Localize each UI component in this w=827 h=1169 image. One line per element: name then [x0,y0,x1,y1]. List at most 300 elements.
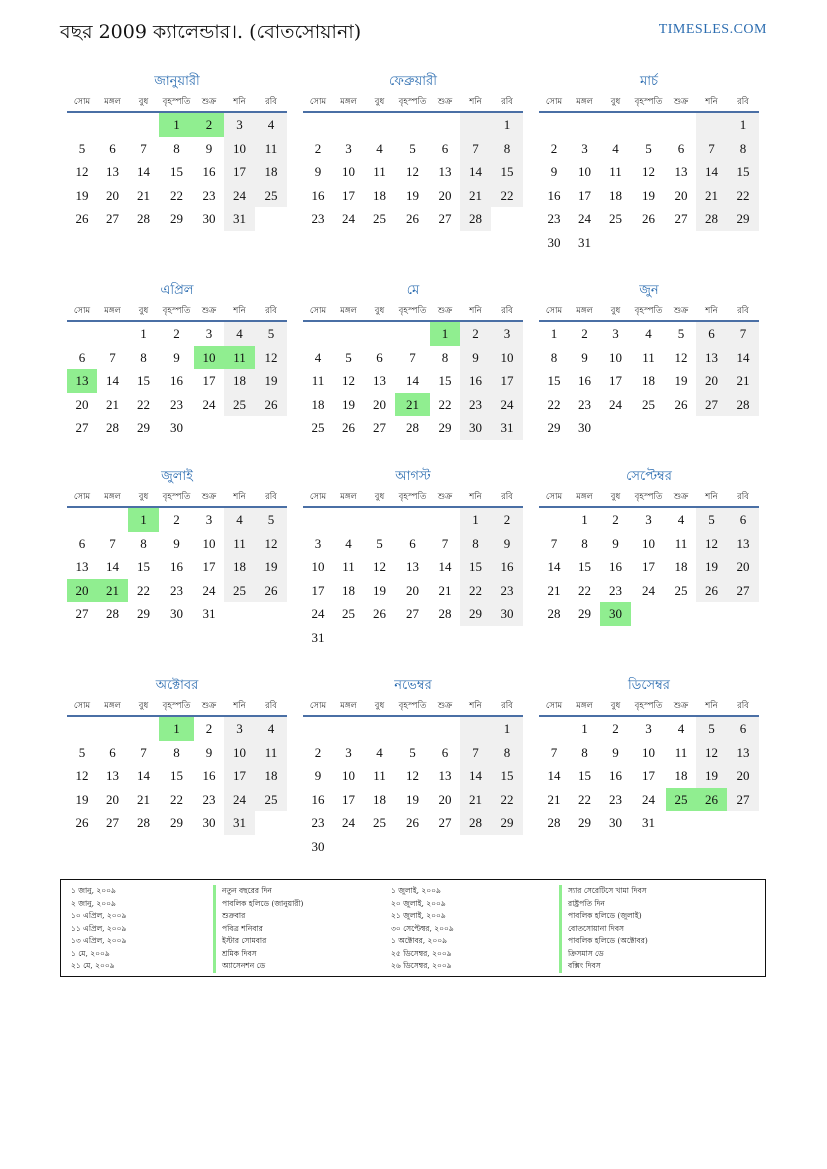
day-cell[interactable]: 18 [224,369,255,393]
day-cell[interactable]: 18 [674,559,688,574]
day-cell[interactable]: 25 [224,393,255,417]
day-cell[interactable]: 9 [460,346,491,370]
day-cell[interactable]: 26 [342,420,355,435]
day-cell[interactable]: 28 [137,211,150,226]
day-cell[interactable]: 10 [342,768,355,783]
day-cell[interactable]: 14 [547,559,561,574]
day-cell[interactable]: 16 [491,555,523,579]
day-cell[interactable]: 5 [255,322,287,346]
day-cell[interactable]: 31 [642,815,655,830]
day-cell[interactable]: 20 [75,396,89,412]
day-cell[interactable]: 24 [342,815,355,830]
day-cell[interactable]: 22 [578,582,591,598]
day-cell[interactable]: 1 [140,326,147,341]
day-cell[interactable]: 2 [173,512,180,527]
day-cell[interactable]: 23 [578,396,591,412]
day-cell[interactable]: 29 [438,420,452,435]
day-cell[interactable]: 19 [75,187,89,203]
day-cell[interactable]: 12 [342,373,355,388]
day-cell[interactable]: 20 [696,369,727,393]
day-cell[interactable]: 9 [491,532,523,556]
day-cell[interactable]: 31 [578,234,591,250]
day-cell[interactable]: 5 [409,140,416,156]
day-cell[interactable]: 20 [727,555,759,579]
day-cell[interactable]: 6 [727,717,759,741]
day-cell[interactable]: 11 [255,741,287,765]
day-cell[interactable]: 7 [460,741,491,765]
day-cell[interactable]: 10 [642,535,655,551]
day-cell[interactable]: 27 [373,420,386,435]
day-cell[interactable]: 4 [612,140,619,156]
day-cell[interactable]: 15 [727,160,759,184]
day-cell[interactable]: 7 [696,137,727,161]
day-cell[interactable]: 10 [202,535,216,551]
day-cell[interactable]: 14 [727,346,759,370]
day-cell[interactable]: 29 [137,606,150,621]
day-cell[interactable]: 29 [460,602,491,626]
day-cell[interactable]: 14 [438,559,452,574]
day-cell[interactable]: 1 [491,717,523,741]
day-cell[interactable]: 6 [409,535,416,551]
day-cell[interactable]: 7 [109,535,116,551]
day-cell[interactable]: 17 [224,160,255,184]
day-cell[interactable]: 4 [376,140,383,156]
day-cell[interactable]: 11 [224,532,255,556]
day-cell[interactable]: 26 [406,815,419,830]
day-cell[interactable]: 6 [441,744,449,760]
day-cell[interactable]: 21 [137,791,150,807]
day-cell[interactable]: 8 [173,140,180,156]
day-cell[interactable]: 22 [547,396,561,412]
day-cell[interactable]: 21 [696,184,727,208]
day-cell[interactable]: 30 [170,606,183,621]
day-cell[interactable]: 23 [491,579,523,603]
holiday-day-cell[interactable]: 13 [67,369,97,393]
day-cell[interactable]: 11 [342,559,355,574]
day-cell[interactable]: 13 [696,346,727,370]
day-cell[interactable]: 8 [140,535,147,551]
day-cell[interactable]: 15 [491,160,523,184]
day-cell[interactable]: 6 [376,349,383,365]
day-cell[interactable]: 30 [202,211,216,226]
day-cell[interactable]: 22 [137,396,150,412]
day-cell[interactable]: 19 [255,555,287,579]
day-cell[interactable]: 19 [75,791,89,807]
holiday-day-cell[interactable]: 30 [600,602,631,626]
day-cell[interactable]: 17 [578,187,591,203]
day-cell[interactable]: 6 [441,140,449,156]
day-cell[interactable]: 24 [311,606,325,621]
holiday-day-cell[interactable]: 1 [430,322,460,346]
day-cell[interactable]: 25 [674,582,688,598]
holiday-day-cell[interactable]: 11 [224,346,255,370]
day-cell[interactable]: 30 [202,815,216,830]
day-cell[interactable]: 12 [373,559,386,574]
day-cell[interactable]: 26 [75,815,89,830]
day-cell[interactable]: 7 [550,744,558,760]
day-cell[interactable]: 14 [406,373,419,388]
day-cell[interactable]: 5 [376,535,383,551]
day-cell[interactable]: 10 [491,346,523,370]
day-cell[interactable]: 20 [373,396,386,412]
day-cell[interactable]: 25 [373,815,386,830]
day-cell[interactable]: 5 [78,140,86,156]
day-cell[interactable]: 30 [460,416,491,440]
day-cell[interactable]: 17 [311,582,325,598]
day-cell[interactable]: 28 [696,207,727,231]
day-cell[interactable]: 4 [224,322,255,346]
day-cell[interactable]: 12 [75,164,89,179]
day-cell[interactable]: 23 [609,791,622,807]
day-cell[interactable]: 3 [491,322,523,346]
day-cell[interactable]: 29 [137,420,150,435]
day-cell[interactable]: 26 [255,393,287,417]
day-cell[interactable]: 18 [342,582,355,598]
day-cell[interactable]: 31 [311,629,325,645]
day-cell[interactable]: 26 [674,396,688,412]
day-cell[interactable]: 10 [609,349,622,365]
day-cell[interactable]: 28 [460,207,491,231]
day-cell[interactable]: 19 [406,187,419,203]
day-cell[interactable]: 14 [137,164,150,179]
day-cell[interactable]: 1 [581,721,588,736]
day-cell[interactable]: 7 [409,349,416,365]
day-cell[interactable]: 15 [547,373,561,388]
day-cell[interactable]: 24 [342,211,355,226]
holiday-day-cell[interactable]: 25 [666,788,696,812]
day-cell[interactable]: 2 [612,512,619,527]
day-cell[interactable]: 18 [642,373,655,388]
day-cell[interactable]: 18 [311,396,325,412]
day-cell[interactable]: 17 [224,764,255,788]
day-cell[interactable]: 22 [438,396,452,412]
day-cell[interactable]: 2 [581,326,588,341]
day-cell[interactable]: 23 [609,582,622,598]
day-cell[interactable]: 7 [727,322,759,346]
day-cell[interactable]: 20 [438,791,452,807]
day-cell[interactable]: 13 [727,741,759,765]
day-cell[interactable]: 20 [106,791,119,807]
day-cell[interactable]: 16 [202,768,216,783]
day-cell[interactable]: 15 [170,768,183,783]
day-cell[interactable]: 1 [460,508,491,532]
holiday-day-cell[interactable]: 2 [194,113,224,137]
day-cell[interactable]: 24 [224,184,255,208]
day-cell[interactable]: 31 [491,416,523,440]
day-cell[interactable]: 4 [224,508,255,532]
day-cell[interactable]: 8 [727,137,759,161]
day-cell[interactable]: 28 [547,606,561,621]
day-cell[interactable]: 16 [170,373,183,388]
day-cell[interactable]: 9 [612,744,619,760]
day-cell[interactable]: 16 [547,187,561,203]
day-cell[interactable]: 13 [727,532,759,556]
day-cell[interactable]: 28 [460,811,491,835]
day-cell[interactable]: 17 [642,559,655,574]
day-cell[interactable]: 24 [202,396,216,412]
day-cell[interactable]: 21 [460,788,491,812]
holiday-day-cell[interactable]: 1 [159,113,194,137]
day-cell[interactable]: 5 [645,140,652,156]
day-cell[interactable]: 4 [645,326,652,341]
day-cell[interactable]: 22 [460,579,491,603]
day-cell[interactable]: 1 [581,512,588,527]
day-cell[interactable]: 18 [373,187,386,203]
day-cell[interactable]: 14 [460,160,491,184]
day-cell[interactable]: 21 [438,582,452,598]
day-cell[interactable]: 5 [677,326,685,341]
day-cell[interactable]: 31 [224,207,255,231]
day-cell[interactable]: 29 [578,606,591,621]
day-cell[interactable]: 12 [255,346,287,370]
day-cell[interactable]: 21 [460,184,491,208]
day-cell[interactable]: 17 [491,369,523,393]
day-cell[interactable]: 11 [311,373,325,388]
day-cell[interactable]: 19 [696,555,727,579]
day-cell[interactable]: 18 [609,187,622,203]
day-cell[interactable]: 23 [170,396,183,412]
day-cell[interactable]: 13 [406,559,419,574]
day-cell[interactable]: 14 [696,160,727,184]
holiday-day-cell[interactable]: 26 [696,788,727,812]
day-cell[interactable]: 5 [696,717,727,741]
day-cell[interactable]: 25 [342,606,355,621]
day-cell[interactable]: 15 [137,373,150,388]
day-cell[interactable]: 30 [578,420,591,435]
day-cell[interactable]: 22 [727,184,759,208]
day-cell[interactable]: 8 [173,744,180,760]
holiday-day-cell[interactable]: 21 [395,393,430,417]
day-cell[interactable]: 28 [547,815,561,830]
day-cell[interactable]: 18 [255,764,287,788]
day-cell[interactable]: 23 [460,393,491,417]
day-cell[interactable]: 18 [674,768,688,783]
day-cell[interactable]: 21 [547,582,561,598]
day-cell[interactable]: 11 [674,744,688,760]
day-cell[interactable]: 5 [78,744,86,760]
day-cell[interactable]: 9 [205,744,213,760]
day-cell[interactable]: 11 [373,768,386,783]
day-cell[interactable]: 2 [205,721,213,736]
day-cell[interactable]: 12 [406,164,419,179]
day-cell[interactable]: 2 [550,140,558,156]
day-cell[interactable]: 15 [137,559,150,574]
day-cell[interactable]: 6 [696,322,727,346]
day-cell[interactable]: 14 [106,559,119,574]
holiday-day-cell[interactable]: 1 [128,508,159,532]
day-cell[interactable]: 23 [202,187,216,203]
day-cell[interactable]: 30 [491,602,523,626]
day-cell[interactable]: 25 [609,211,622,226]
day-cell[interactable]: 6 [109,140,116,156]
day-cell[interactable]: 22 [491,788,523,812]
day-cell[interactable]: 12 [75,768,89,783]
day-cell[interactable]: 7 [140,140,147,156]
day-cell[interactable]: 27 [106,815,119,830]
day-cell[interactable]: 2 [314,140,322,156]
day-cell[interactable]: 3 [645,512,652,527]
day-cell[interactable]: 11 [255,137,287,161]
day-cell[interactable]: 13 [438,768,452,783]
day-cell[interactable]: 16 [202,164,216,179]
day-cell[interactable]: 19 [406,791,419,807]
day-cell[interactable]: 17 [202,559,216,574]
day-cell[interactable]: 9 [581,349,588,365]
day-cell[interactable]: 23 [311,815,325,830]
day-cell[interactable]: 19 [642,187,655,203]
day-cell[interactable]: 28 [106,420,119,435]
day-cell[interactable]: 28 [406,420,419,435]
day-cell[interactable]: 26 [373,606,386,621]
day-cell[interactable]: 9 [314,164,322,179]
day-cell[interactable]: 16 [460,369,491,393]
day-cell[interactable]: 15 [460,555,491,579]
day-cell[interactable]: 19 [696,764,727,788]
day-cell[interactable]: 22 [578,791,591,807]
day-cell[interactable]: 3 [205,326,213,341]
holiday-day-cell[interactable]: 20 [67,579,97,603]
day-cell[interactable]: 12 [255,532,287,556]
day-cell[interactable]: 27 [75,420,89,435]
day-cell[interactable]: 5 [696,508,727,532]
day-cell[interactable]: 21 [727,369,759,393]
day-cell[interactable]: 16 [578,373,591,388]
day-cell[interactable]: 12 [642,164,655,179]
day-cell[interactable]: 15 [170,164,183,179]
day-cell[interactable]: 14 [547,768,561,783]
day-cell[interactable]: 12 [696,741,727,765]
day-cell[interactable]: 3 [224,717,255,741]
day-cell[interactable]: 3 [205,512,213,527]
day-cell[interactable]: 10 [311,559,325,574]
day-cell[interactable]: 6 [727,508,759,532]
day-cell[interactable]: 30 [609,815,622,830]
day-cell[interactable]: 7 [140,744,147,760]
day-cell[interactable]: 24 [202,582,216,598]
day-cell[interactable]: 2 [173,326,180,341]
day-cell[interactable]: 22 [170,791,183,807]
day-cell[interactable]: 20 [106,187,119,203]
holiday-day-cell[interactable]: 21 [97,579,128,603]
day-cell[interactable]: 24 [224,788,255,812]
day-cell[interactable]: 22 [137,582,150,598]
day-cell[interactable]: 16 [311,187,325,203]
day-cell[interactable]: 31 [224,811,255,835]
day-cell[interactable]: 6 [78,349,86,365]
day-cell[interactable]: 8 [581,744,588,760]
day-cell[interactable]: 3 [345,140,352,156]
day-cell[interactable]: 13 [373,373,386,388]
day-cell[interactable]: 6 [109,744,116,760]
day-cell[interactable]: 1 [727,113,759,137]
day-cell[interactable]: 30 [311,838,325,854]
day-cell[interactable]: 2 [491,508,523,532]
day-cell[interactable]: 23 [170,582,183,598]
day-cell[interactable]: 31 [202,606,216,621]
day-cell[interactable]: 18 [255,160,287,184]
day-cell[interactable]: 5 [409,744,416,760]
day-cell[interactable]: 18 [224,555,255,579]
day-cell[interactable]: 10 [224,741,255,765]
day-cell[interactable]: 4 [345,535,352,551]
day-cell[interactable]: 13 [106,768,119,783]
day-cell[interactable]: 1 [491,113,523,137]
day-cell[interactable]: 26 [255,579,287,603]
day-cell[interactable]: 12 [696,532,727,556]
day-cell[interactable]: 26 [696,579,727,603]
day-cell[interactable]: 26 [75,211,89,226]
day-cell[interactable]: 25 [224,579,255,603]
day-cell[interactable]: 13 [75,559,89,574]
day-cell[interactable]: 11 [609,164,622,179]
day-cell[interactable]: 7 [460,137,491,161]
day-cell[interactable]: 4 [376,744,383,760]
day-cell[interactable]: 5 [255,508,287,532]
day-cell[interactable]: 11 [674,535,688,551]
day-cell[interactable]: 15 [578,768,591,783]
day-cell[interactable]: 3 [345,744,352,760]
day-cell[interactable]: 7 [550,535,558,551]
day-cell[interactable]: 25 [255,184,287,208]
day-cell[interactable]: 17 [642,768,655,783]
day-cell[interactable]: 25 [311,420,325,435]
holiday-day-cell[interactable]: 10 [194,346,224,370]
day-cell[interactable]: 17 [202,373,216,388]
day-cell[interactable]: 25 [373,211,386,226]
day-cell[interactable]: 15 [578,559,591,574]
day-cell[interactable]: 28 [727,393,759,417]
day-cell[interactable]: 16 [609,559,622,574]
day-cell[interactable]: 29 [578,815,591,830]
day-cell[interactable]: 17 [342,187,355,203]
day-cell[interactable]: 4 [677,721,685,736]
day-cell[interactable]: 24 [642,791,655,807]
day-cell[interactable]: 9 [205,140,213,156]
day-cell[interactable]: 28 [137,815,150,830]
site-name[interactable]: TIMESLES.COM [658,22,767,37]
day-cell[interactable]: 11 [373,164,386,179]
day-cell[interactable]: 16 [311,791,325,807]
day-cell[interactable]: 3 [612,326,619,341]
day-cell[interactable]: 11 [642,349,655,365]
day-cell[interactable]: 4 [677,512,685,527]
day-cell[interactable]: 10 [642,744,655,760]
day-cell[interactable]: 7 [109,349,116,365]
day-cell[interactable]: 29 [491,811,523,835]
day-cell[interactable]: 27 [438,815,452,830]
day-cell[interactable]: 19 [373,582,386,598]
day-cell[interactable]: 9 [173,535,180,551]
day-cell[interactable]: 15 [438,373,452,388]
day-cell[interactable]: 3 [581,140,588,156]
day-cell[interactable]: 28 [438,606,452,621]
day-cell[interactable]: 6 [677,140,685,156]
day-cell[interactable]: 13 [674,164,688,179]
day-cell[interactable]: 4 [255,113,287,137]
day-cell[interactable]: 22 [491,184,523,208]
day-cell[interactable]: 20 [438,187,452,203]
day-cell[interactable]: 25 [255,788,287,812]
day-cell[interactable]: 14 [137,768,150,783]
day-cell[interactable]: 13 [106,164,119,179]
day-cell[interactable]: 16 [609,768,622,783]
day-cell[interactable]: 7 [441,535,449,551]
day-cell[interactable]: 28 [106,606,119,621]
day-cell[interactable]: 27 [75,606,89,621]
day-cell[interactable]: 23 [311,211,325,226]
day-cell[interactable]: 2 [314,744,322,760]
day-cell[interactable]: 21 [547,791,561,807]
